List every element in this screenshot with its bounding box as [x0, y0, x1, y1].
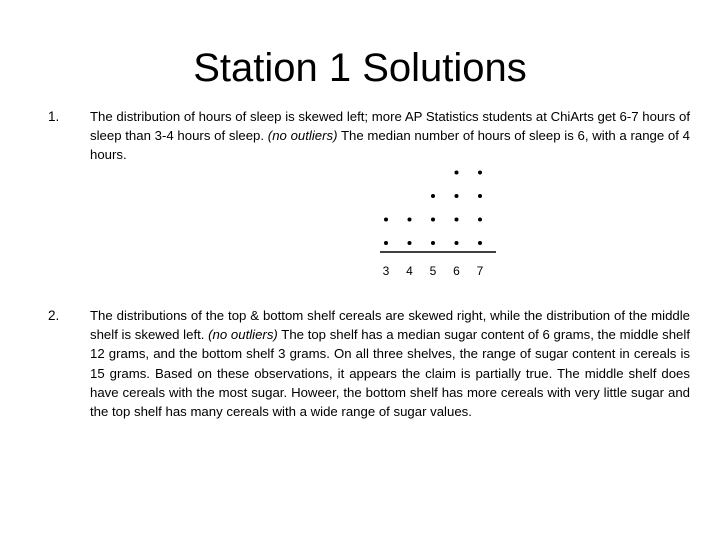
- slide-title: Station 1 Solutions: [193, 46, 527, 90]
- item-1-text-before: The distribution of hours of sleep is skewed left; more AP Statistics students at ChiArts get 6-7 hours of sleep than 3-4 hours of sleep.: [90, 109, 690, 144]
- dot-5-1: [431, 241, 435, 245]
- dot-3-1: [384, 241, 388, 245]
- tick-label-5: 5: [429, 264, 437, 278]
- dot-7-1: [478, 241, 482, 245]
- dot-7-4: [478, 171, 482, 175]
- tick-label-6: 6: [453, 264, 460, 278]
- dot-6-3: [455, 194, 459, 198]
- dot-5-2: [431, 218, 435, 222]
- sleep-dotplot: [370, 160, 500, 285]
- item-2-italic-note: (no outliers): [208, 327, 278, 343]
- tick-label-3: 3: [382, 264, 390, 278]
- item-number-2: 2.: [48, 308, 60, 323]
- dot-4-1: [408, 241, 412, 245]
- item-2-text-after: The top shelf has a median sugar content of 6 grams, the middle shelf 12 grams, and the bottom shelf 3 grams. On all three shelves, the range of sugar content in cereals is 15 grams. Based on these observations, it appears the claim is partially true. The middle shelf does have cereals with the most sugar. Howeer, the bottom shelf has more cereals with very little sugar and the top shelf has many cereals with a wide range of sugar values.: [90, 327, 690, 420]
- dot-6-4: [455, 171, 459, 175]
- dot-3-2: [384, 218, 388, 222]
- item-text-2: [90, 306, 690, 421]
- item-1-italic-note: (no outliers): [267, 128, 338, 144]
- dot-7-2: [478, 218, 482, 222]
- item-1-text-after: The median number of hours of sleep is 6, with a range of 4 hours.: [90, 128, 690, 163]
- dot-6-2: [455, 218, 459, 222]
- dot-6-1: [455, 241, 459, 245]
- dot-4-2: [408, 218, 412, 222]
- tick-label-7: 7: [476, 264, 484, 278]
- item-number-1: 1.: [48, 109, 60, 124]
- dot-5-3: [431, 194, 435, 198]
- dot-7-3: [478, 194, 482, 198]
- item-text-1: [90, 107, 690, 165]
- item-2-text-before: The distributions of the top & bottom shelf cereals are skewed right, while the distribution of the middle shelf is skewed left.: [90, 308, 690, 343]
- tick-label-4: 4: [406, 264, 413, 278]
